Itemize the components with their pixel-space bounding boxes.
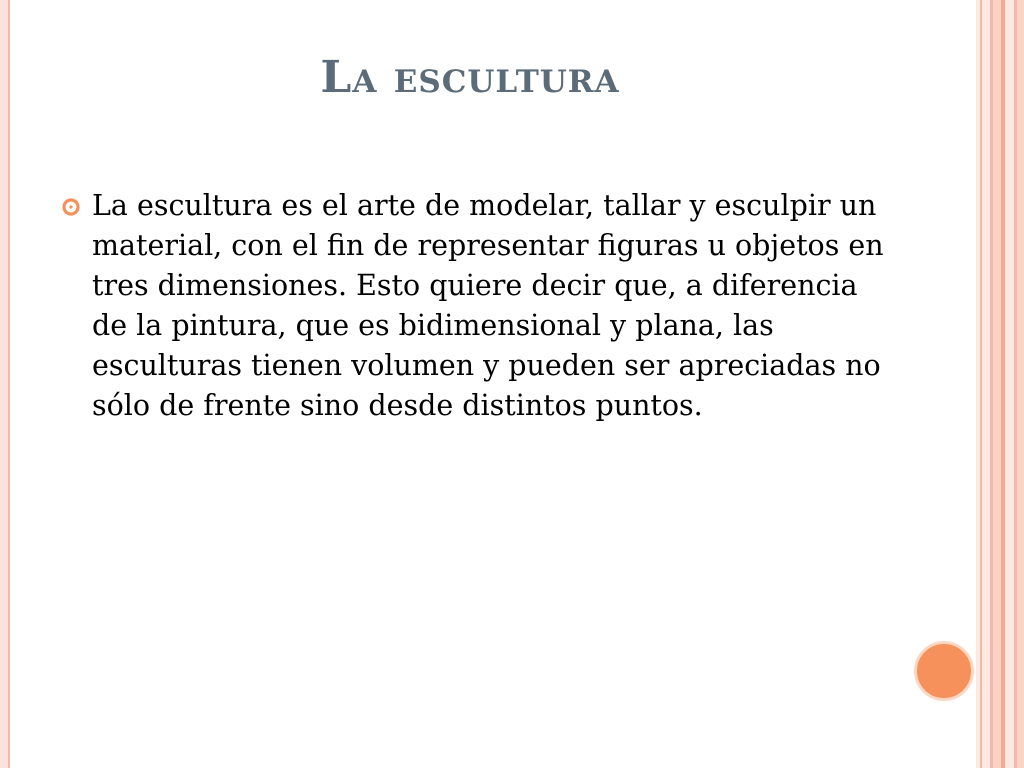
stripe — [982, 0, 990, 768]
stripe — [1017, 0, 1024, 768]
slide-title: La escultura — [320, 52, 620, 103]
bullet-text: La escultura es el arte de modelar, tallar y esculpir un material, con el fin de representar figuras u objetos en tres dimensiones. Esto quiere decir que, a diferencia de la pintura, que es bidimensional y plana, las esculturas tienen volumen y pueden ser apreciadas no sólo de frente sino desde distintos puntos. — [92, 189, 884, 422]
slide-content — [62, 186, 892, 426]
bullet-item — [62, 186, 892, 426]
stripe — [1005, 0, 1014, 768]
right-decorative-stripes — [976, 0, 1024, 768]
stripe — [993, 0, 1001, 768]
decorative-circle — [914, 641, 974, 701]
bullet-circle-icon — [62, 198, 80, 216]
left-decorative-bar — [0, 0, 10, 768]
